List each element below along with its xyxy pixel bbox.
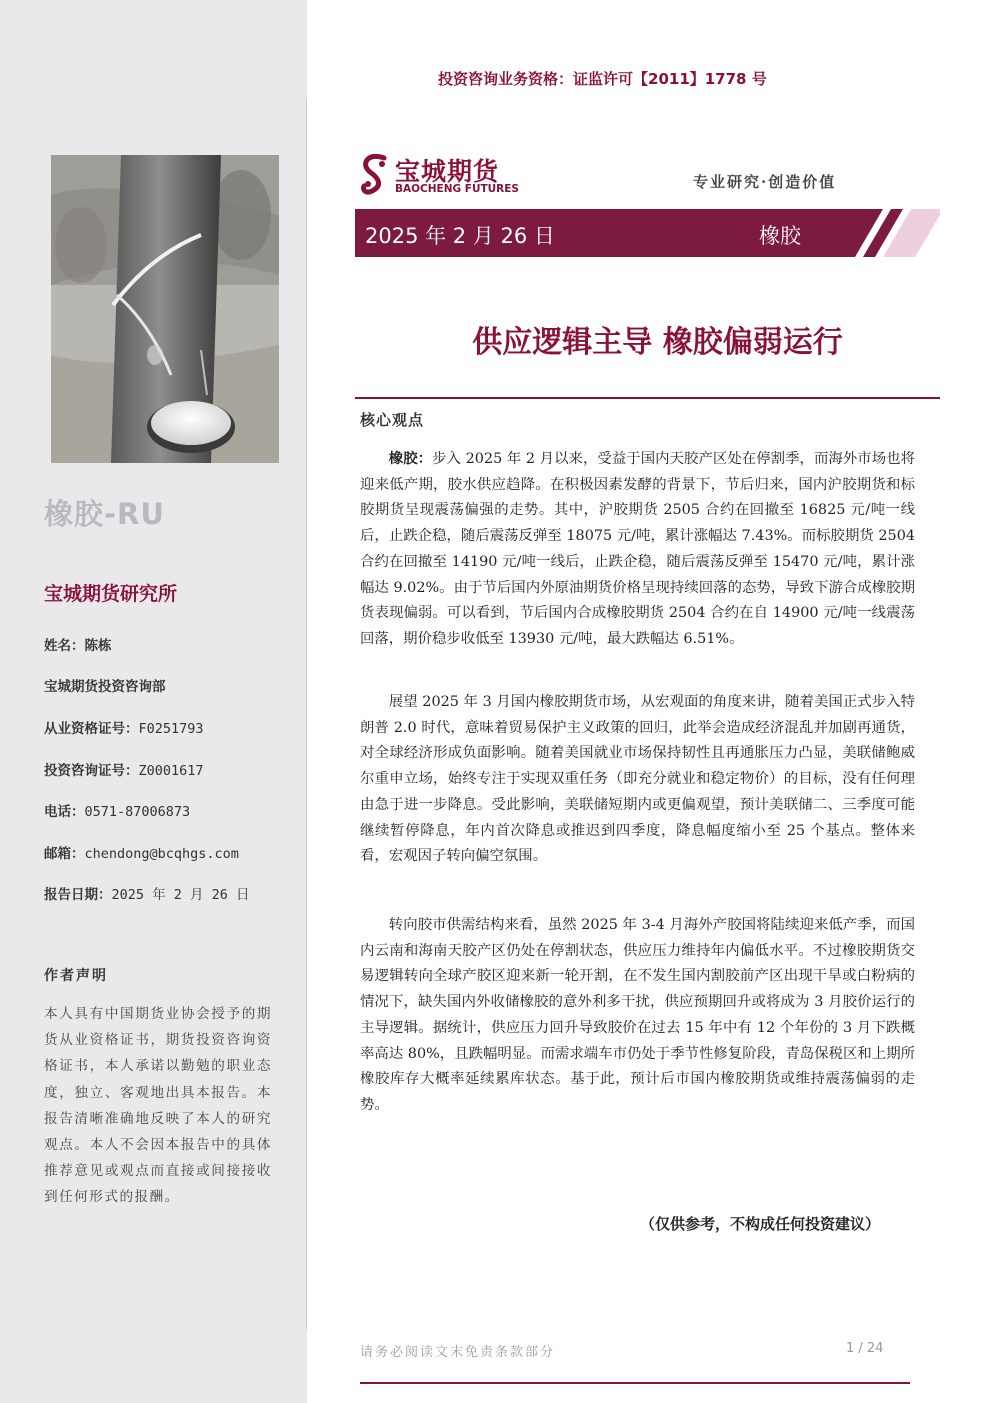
logo-text-cn: 宝城期货	[395, 157, 500, 186]
footer-notice: 请务必阅读文末免责条款部分	[360, 1345, 556, 1360]
report-date: 报告日期：2025 年 2 月 26 日	[44, 887, 250, 903]
statement-text: 本人具有中国期货业协会授予的期货从业资格证书，期货投资咨询资格证书，本人承诺以勤勉的职业态度，独立、客观地出具本报告。本报告清晰准确地反映了本人的研究观点。本人不会因本报告中的具体推荐意见或观点而直接或间接接收到任何形式的报酬。	[44, 1006, 272, 1206]
statement-title: 作者声明	[44, 968, 108, 984]
rubber-tapping-photo	[51, 155, 279, 463]
page-number: 1 / 24	[846, 1341, 884, 1356]
institute-name: 宝城期货研究所	[44, 583, 178, 605]
date-banner	[355, 209, 940, 257]
paragraph-1: 橡胶：步入 2025 年 2 月以来，受益于国内天胶产区处在停割季，而海外市场也将迎来低产期，胶水供应趋降。在积极因素发酵的背景下，节后归来，国内沪胶期货和标胶期货呈现震荡偏强的走势。其中，沪胶期货 2505 合约在回撤至 16825 元/吨一线后，止跌企稳，随后震荡反弹至 18075 元/吨，累计涨幅达 7.43%。而标胶期货 2504 合约在回撤至 14190 元/吨一线后，止跌企稳，随后震荡反弹至 15470 元/吨，累计涨幅达 9.02%。由于节后国内外原油期货价格呈现持续回落的态势，导致下游合成橡胶期货表现偏弱。可以看到，节后国内合成橡胶期货 2504 合约在自 14900 元/吨一线震荡回落，期价稳步收低至 13930 元/吨，最大跌幅达 6.51%。	[360, 450, 915, 647]
license-text: 投资咨询业务资格：证监许可【2011】1778 号	[438, 70, 767, 88]
sidebar	[0, 0, 307, 1403]
section-heading: 核心观点	[360, 411, 425, 429]
product-label: 橡胶-RU	[44, 497, 165, 531]
title-divider	[355, 397, 940, 399]
consulting-number: 投资咨询证号：Z0001617	[44, 763, 204, 779]
divider	[306, 98, 307, 1330]
investment-disclaimer: （仅供参考，不构成任何投资建议）	[640, 1215, 881, 1233]
logo-text-en: BAOCHENG FUTURES	[395, 183, 519, 195]
email[interactable]: 邮箱：chendong@bcqhgs.com	[44, 846, 239, 862]
paragraph-2: 展望 2025 年 3 月国内橡胶期货市场，从宏观面的角度来讲，随着美国正式步入特朗普 2.0 时代，意味着贸易保护主义政策的回归，此举会造成经济混乱并加剧再通货，对全球经济形成负面影响。随着美国就业市场保持韧性且再通胀压力凸显，美联储鲍威尔重申立场，始终专注于实现双重任务（即充分就业和稳定物价）的目标，没有任何理由急于进一步降息。受此影响，美联储短期内或更偏观望，预计美联储二、三季度可能继续暂停降息，年内首次降息或推迟到四季度，降息幅度缩小至 25 个基点。整体来看，宏观因子转向偏空氛围。	[360, 694, 915, 865]
logo-icon	[358, 152, 392, 196]
department: 宝城期货投资咨询部	[44, 679, 166, 695]
paragraph-3: 转向胶市供需结构来看，虽然 2025 年 3-4 月海外产胶国将陆续迎来低产季，而国内云南和海南天胶产区仍处在停割状态，供应压力维持年内偏低水平。不过橡胶期货交易逻辑转向全球产胶区迎来新一轮开割，在不发生国内割胶前产区出现干旱或白粉病的情况下，缺失国内外收储橡胶的意外利多干扰，供应预期回升或将成为 3 月胶价运行的主导逻辑。据统计，供应压力回升导致胶价在过去 15 年中有 12 个年份的 3 月下跌概率高达 80%，且跌幅明显。而需求端车市仍处于季节性修复阶段，青岛保税区和上期所橡胶库存大概率延续累库状态。基于此，预计后市国内橡胶期货或维持震荡偏弱的走势。	[360, 917, 915, 1113]
analyst-name: 姓名：陈栋	[44, 638, 112, 654]
report-title: 供应逻辑主导 橡胶偏弱运行	[472, 325, 843, 360]
banner-date: 2025 年 2 月 26 日	[365, 224, 555, 248]
qualification-number: 从业资格证号：F0251793	[44, 721, 204, 737]
slogan: 专业研究·创造价值	[693, 173, 837, 191]
company-logo	[358, 152, 528, 198]
banner-topic: 橡胶	[759, 224, 801, 248]
footer-divider	[360, 1382, 910, 1384]
phone: 电话：0571-87006873	[44, 804, 191, 820]
